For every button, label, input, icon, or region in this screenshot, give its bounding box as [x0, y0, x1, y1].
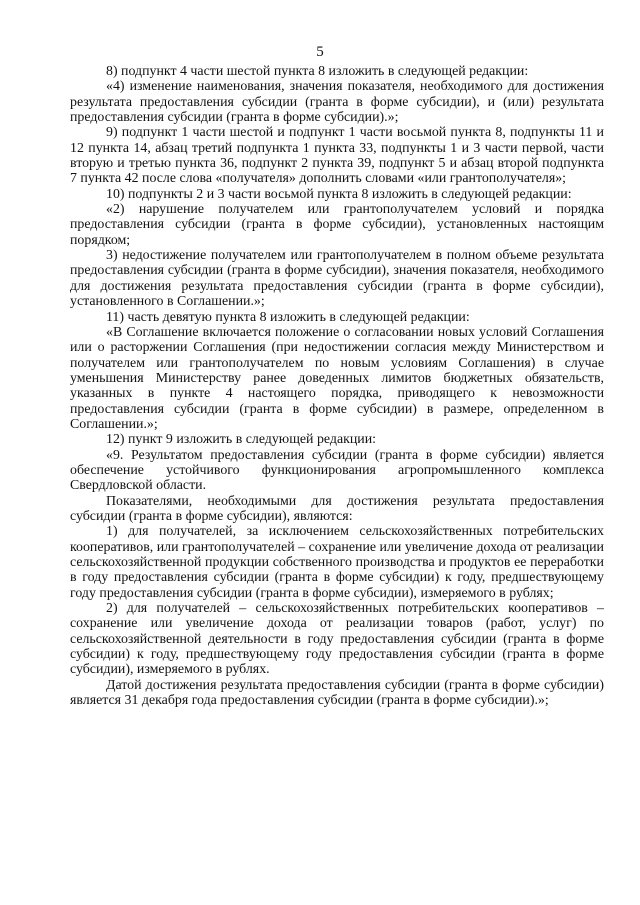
- paragraph-item-8: 8) подпункт 4 части шестой пункта 8 изложить в следующей редакции:: [106, 64, 529, 79]
- paragraph-item-12: 12) пункт 9 изложить в следующей редакции:: [106, 432, 377, 448]
- paragraph-quote-subitem-4: «4) изменение наименования, значения показателя, необходимого для достижения результата предоставления субсидии (гранта в форме субсидии), и (или) результата предоставления субсидии (гранта в форме субсидии).»;: [70, 79, 604, 126]
- paragraph-item-11: 11) часть девятую пункта 8 изложить в следующей редакции:: [106, 309, 470, 325]
- document-body: [70, 64, 604, 708]
- paragraph-indicator-1: 1) для получателей, за исключением сельскохозяйственных потребительских кооперативов, или грантополучателей – сохранение или увеличение дохода от реализации сельскохозяйственной продукции собственного производства и продуктов ее переработки в году предоставления субсидии (гранта в форме субсидии) к году, предшествующему году предоставления субсидии (гранта в форме субсидии), измеряемого в рублях;: [70, 524, 604, 601]
- paragraph-item-9: 9) подпункт 1 части шестой и подпункт 1 части восьмой пункта 8, подпункты 11 и 12 пункта 14, абзац третий подпункта 1 пункта 33, подпункты 1 и 3 части первой, части вторую и третью пункта 36, подпункт 2 пункта 39, подпункт 5 и абзац второй подпункта 7 пункта 42 после слова «получателя» дополнить словами «или грантополучателя»;: [70, 125, 604, 187]
- paragraph-quote-point-9: «9. Результатом предоставления субсидии (гранта в форме субсидии) является обеспечение устойчивого функционирования агропромышленного комплекса Свердловской области.: [70, 447, 604, 494]
- paragraph-indicator-2: 2) для получателей – сельскохозяйственных потребительских кооперативов – сохранение или увеличение дохода от реализации товаров (работ, услуг) по сельскохозяйственной деятельности в году предоставления субсидии (гранта в форме субсидии) к году, предшествующему году предоставления субсидии (гранта в форме субсидии), измеряемого в рублях.: [70, 601, 604, 678]
- paragraph-indicators-intro: Показателями, необходимыми для достижения результата предоставления субсидии (гранта в форме субсидии), являются:: [70, 493, 604, 524]
- paragraph-quote-subitem-2: «2) нарушение получателем или грантополучателем условий и порядка предоставления субсидии (гранта в форме субсидии), установленных настоящим порядком;: [70, 202, 604, 248]
- page-number: 5: [316, 44, 324, 60]
- paragraph-quote-subitem-3: 3) недостижение получателем или грантополучателем в полном объеме результата предоставления субсидии (гранта в форме субсидии), значения показателя, необходимого для достижения результата предоставления субсидии (гранта в форме субсидии), установленного в Соглашении.»;: [70, 248, 604, 310]
- paragraph-quote-agreement: «В Соглашение включается положение о согласовании новых условий Соглашения или о расторжении Соглашения (при недостижении согласия между Министерством и получателем или грантополучателем по новым условиям Соглашения) в случае уменьшения Министерству ранее доведенных лимитов бюджетных обязательств, указанных в пункте 4 настоящего порядка, приводящего к невозможности предоставления субсидии (гранта в форме субсидии) в размере, определенном в Соглашении.»;: [70, 324, 604, 432]
- paragraph-achievement-date: Датой достижения результата предоставления субсидии (гранта в форме субсидии) является 31 декабря года предоставления субсидии (гранта в форме субсидии).»;: [70, 677, 604, 709]
- paragraph-item-10: 10) подпункты 2 и 3 части восьмой пункта 8 изложить в следующей редакции:: [106, 186, 572, 202]
